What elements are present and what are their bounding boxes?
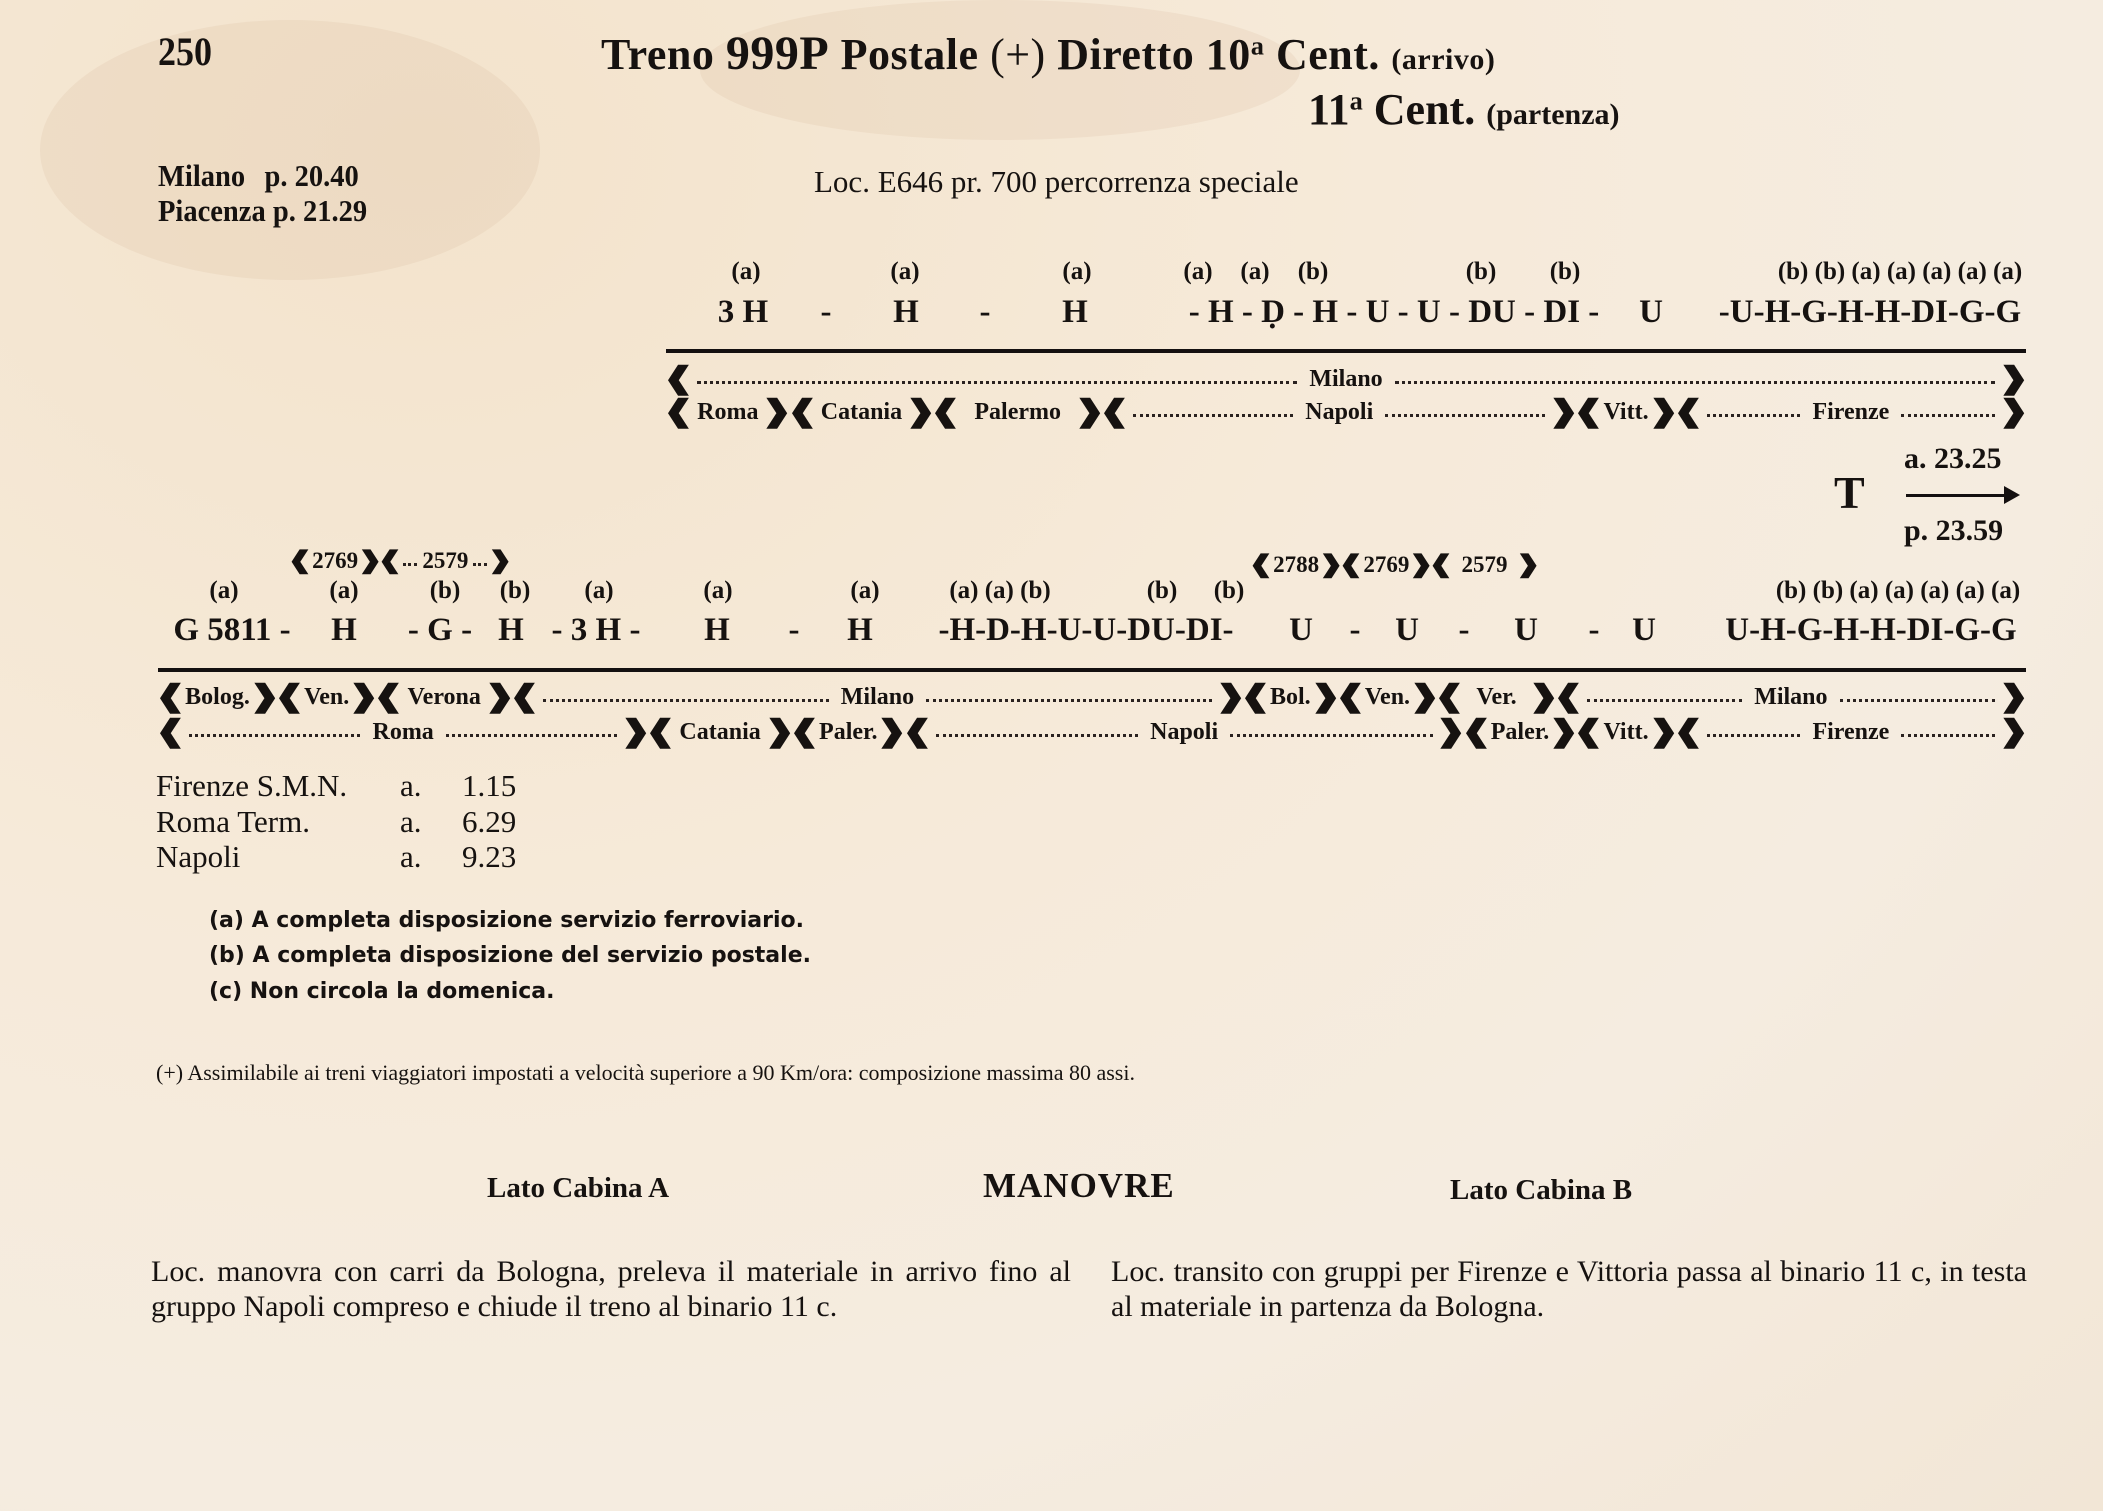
note-group: (b) (b) (a) (a) (a) (a) (a) (1777, 258, 2023, 285)
page-title (601, 26, 1495, 81)
vehicle: U (1289, 612, 1313, 648)
arrow-left-icon (1672, 717, 1705, 747)
arrow-left-icon (154, 682, 187, 712)
legend-c: (c) Non circola la domenica. (209, 979, 555, 1004)
separator: - (820, 294, 832, 330)
departure-notes (0, 577, 2103, 607)
transit-departure-time: p. 23.59 (1904, 514, 2004, 547)
destination-label: Firenze (1812, 718, 1890, 745)
destination-label: Ven. (1364, 683, 1411, 710)
arrow-left-icon (1672, 397, 1705, 427)
arrow-left-icon (788, 717, 821, 747)
arrival-vehicles (0, 294, 2103, 338)
train-symbol: (+) (990, 30, 1046, 79)
arrow-left-icon (377, 549, 403, 573)
station-name: Piacenza (158, 193, 266, 228)
arrow-left-icon (929, 397, 962, 427)
vehicle-group: -U-H-G-H-H-DI-G-G (1718, 294, 2022, 330)
departure-note: (partenza) (1486, 98, 1620, 131)
departure-piacenza (158, 193, 367, 229)
arrow-left-icon (1460, 717, 1493, 747)
departure-time: 21.29 (302, 193, 368, 228)
departure-mark: p. (264, 158, 288, 193)
note: (b) (499, 577, 531, 604)
note: (b) (429, 577, 461, 604)
note: (a) (584, 577, 614, 604)
page-number: 250 (158, 29, 212, 74)
destination-label: Palermo (974, 398, 1061, 425)
destination-label: Verona (407, 683, 481, 710)
arrow-left-icon (287, 549, 313, 573)
arrow-left-icon (1573, 717, 1606, 747)
destination-label: Catania (679, 718, 761, 745)
divider (666, 349, 2026, 353)
vehicle: H (498, 612, 524, 648)
note: (a) (329, 577, 359, 604)
destination-label: Roma (697, 398, 759, 425)
vehicle: - 3 H - (551, 612, 641, 648)
legend-a: (a) A completa disposizione servizio ferroviario. (209, 908, 804, 933)
arrival-note: (arrivo) (1391, 43, 1496, 76)
arrow-right-icon (1997, 682, 2030, 712)
train-category: Postale (840, 30, 979, 79)
note: (a) (1240, 258, 1270, 285)
destination-label: Milano (1754, 683, 1828, 710)
train-group-number: 2769 (1363, 552, 1410, 577)
destination-label: Bol. (1269, 683, 1311, 710)
departure-cabin: 11$^a$ Cent. (1308, 85, 1476, 134)
note: (b) (1465, 258, 1497, 285)
arrow-left-icon (901, 717, 934, 747)
note: (b) (1146, 577, 1178, 604)
arrow-left-icon (508, 682, 541, 712)
destination-label: Catania (820, 398, 903, 425)
vehicle-group: U-H-G-H-H-DI-G-G (1725, 612, 2017, 648)
arrow-left-icon (1573, 397, 1606, 427)
departure-time: 20.40 (294, 158, 359, 193)
locomotive-info: Loc. E646 pr. 700 percorrenza speciale (814, 164, 1299, 199)
arrow-left-icon (1552, 682, 1585, 712)
destination-label: Roma (372, 718, 434, 745)
arrow-left-icon (373, 682, 406, 712)
note: (a) (890, 258, 920, 285)
arrival-mark: a. (400, 768, 422, 803)
arrival-roma (156, 804, 556, 844)
arrival-firenze (156, 768, 556, 808)
arrival-cabin: 10$^a$ Cent. (1205, 30, 1380, 79)
departure-vehicles (0, 612, 2103, 656)
note-group: (b) (b) (a) (a) (a) (a) (a) (1775, 577, 2021, 604)
departure-destinations-row2 (158, 717, 2026, 747)
arrow-left-icon (1248, 553, 1274, 577)
note: (a) (731, 258, 761, 285)
train-group-number: 2788 (1273, 552, 1320, 577)
station-name: Firenze S.M.N. (156, 768, 348, 803)
arrow-right-icon (1997, 717, 2030, 747)
destination-label: Bolog. (185, 683, 250, 710)
cabin-a-heading: Lato Cabina A (487, 1172, 670, 1204)
arrival-time: 6.29 (462, 804, 517, 839)
train-groups-right (1251, 552, 1538, 578)
vehicle-group: -H-D-H-U-U-DU-DI- (938, 612, 1234, 648)
arrow-left-icon (154, 717, 187, 747)
arrow-left-icon (1098, 397, 1131, 427)
cabin-a-text: Loc. manovra con carri da Bologna, preleva il materiale in arrivo fino al gruppo Napoli compreso e chiude il treno al binario 11 c. (151, 1255, 1071, 1323)
train-groups-left (290, 548, 510, 574)
vehicle: H (893, 294, 919, 330)
arrow-left-icon (662, 364, 695, 394)
page-subtitle (1308, 84, 1620, 135)
arrival-mark: a. (400, 839, 422, 874)
arrival-time: 1.15 (462, 768, 517, 803)
destination-label: Milano (840, 683, 915, 710)
cabin-b-heading: Lato Cabina B (1450, 1174, 1633, 1206)
departure-milano (158, 158, 359, 194)
note: (b) (1213, 577, 1245, 604)
separator: - (1349, 612, 1361, 648)
divider (158, 668, 2026, 672)
arrow-left-icon (1428, 553, 1454, 577)
vehicle: 3 H (717, 294, 769, 330)
destination-label: Vitt. (1603, 718, 1649, 745)
cabin-b-text: Loc. transito con gruppi per Firenze e Vittoria passa al binario 11 c, in testa al materiale in partenza da Bologna. (1111, 1255, 2027, 1323)
train-group-number: 2579 (422, 548, 469, 573)
vehicle: H (847, 612, 873, 648)
vehicle: U (1639, 294, 1663, 330)
arrow-right-icon (1997, 364, 2030, 394)
arrow-right-icon (1906, 494, 2016, 497)
arrow-left-icon (645, 717, 678, 747)
note: (a) (703, 577, 733, 604)
arrival-destinations-row1 (666, 364, 2026, 394)
vehicle: - G - (407, 612, 473, 648)
departure-destinations-row1 (158, 682, 2026, 712)
note: (a) (1062, 258, 1092, 285)
arrow-left-icon (273, 682, 306, 712)
note: (a) (850, 577, 880, 604)
arrival-time: 9.23 (462, 839, 517, 874)
footnote: (+) Assimilabile ai treni viaggiatori impostati a velocità superiore a 90 Km/ora: composizione massima 80 assi. (156, 1060, 1135, 1085)
vehicle: H (1062, 294, 1088, 330)
arrival-napoli (156, 839, 556, 879)
arrow-left-icon (786, 397, 819, 427)
separator: - (1458, 612, 1470, 648)
arrow-left-icon (1334, 682, 1367, 712)
arrow-left-icon (1239, 682, 1272, 712)
manovre-title: MANOVRE (983, 1166, 1175, 1205)
destination-label: Vitt. (1603, 398, 1649, 425)
arrow-left-icon (1338, 553, 1364, 577)
note: (a) (a) (b) (949, 577, 1051, 604)
destination-label: Milano (1309, 365, 1383, 392)
destination-label: Napoli (1305, 398, 1374, 425)
arrow-right-icon (1997, 397, 2030, 427)
vehicle: U (1632, 612, 1656, 648)
separator: - (788, 612, 800, 648)
note: (b) (1549, 258, 1581, 285)
train-label: Treno (601, 30, 715, 79)
separator: - (1588, 612, 1600, 648)
departure-mark: p. (272, 193, 296, 228)
station-name: Napoli (156, 839, 241, 874)
vehicle: G 5811 - (173, 612, 291, 648)
destination-label: Firenze (1812, 398, 1890, 425)
destination-label: Napoli (1150, 718, 1219, 745)
train-group-number: 2769 (312, 548, 359, 573)
note: (b) (1297, 258, 1329, 285)
note: (a) (209, 577, 239, 604)
train-number: 999P (725, 27, 830, 80)
vehicle-group: - H - Ḍ - H - U - U - DU - DI - (1188, 294, 1600, 330)
vehicle: H (331, 612, 357, 648)
destination-label: Paler. (819, 718, 878, 745)
destination-label: Ver. (1476, 683, 1517, 710)
paper-stain (40, 20, 540, 280)
destination-label: Ven. (304, 683, 350, 710)
station-name: Roma Term. (156, 804, 310, 839)
vehicle: H (704, 612, 730, 648)
train-group-number: 2579 (1461, 552, 1508, 577)
destination-label: Paler. (1490, 718, 1550, 745)
arrow-right-icon (1515, 553, 1541, 577)
station-name: Milano (158, 158, 246, 193)
arrow-left-icon (662, 397, 695, 427)
vehicle: U (1395, 612, 1419, 648)
arrow-right-icon (487, 549, 513, 573)
note: (a) (1183, 258, 1213, 285)
vehicle: U (1514, 612, 1538, 648)
arrival-mark: a. (400, 804, 422, 839)
arrival-notes (0, 258, 2103, 288)
arrow-left-icon (1433, 682, 1466, 712)
transit-symbol: T (1834, 467, 1865, 518)
train-type: Diretto (1057, 30, 1195, 79)
separator: - (979, 294, 991, 330)
arrival-destinations-row2 (666, 397, 2026, 427)
legend-b: (b) A completa disposizione del servizio postale. (209, 943, 811, 968)
transit-arrival-time: a. 23.25 (1904, 442, 2002, 475)
